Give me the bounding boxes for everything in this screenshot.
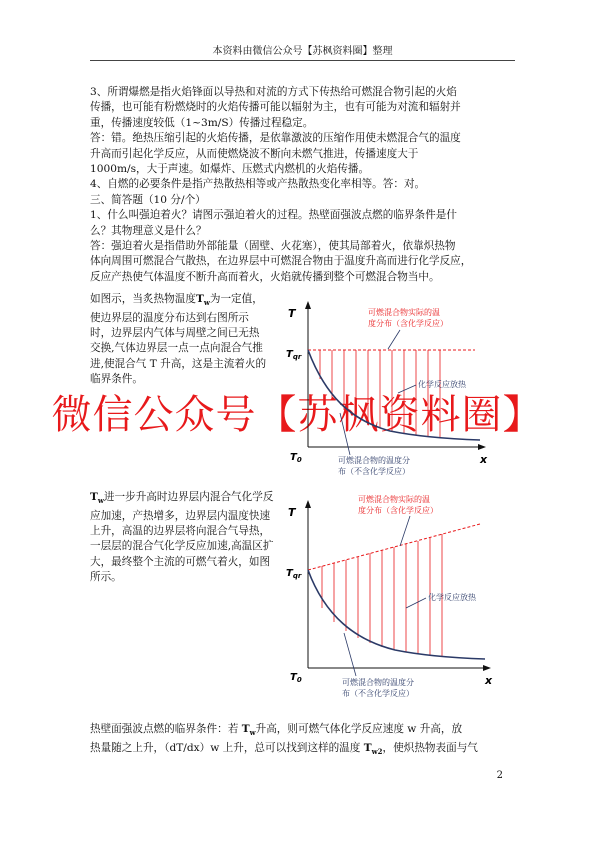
body-line: 1、什么叫强迫着火？请图示强迫着火的过程。热壁面强波点燃的临界条件是什: [90, 209, 457, 222]
x-axis-arrow: [483, 665, 491, 671]
figure-1-temperature-distribution: [280, 295, 515, 475]
pointer-line-bottom: [340, 413, 350, 455]
label-no-reaction-distribution: 可燃混合物的温度分 布（不含化学反应）: [338, 456, 410, 475]
page-number: 2: [496, 770, 503, 781]
origin-label: $T_0$: [290, 672, 302, 684]
footer-line-2: 热量随之上升，（dT/dx）w 上升，总可以找到这样的温度 $T_{w2}$，使炽热物表面与气: [90, 741, 478, 756]
page-header: 本资料由微信公众号【苏枫资料圈】整理: [90, 42, 515, 61]
paragraph-ignition-spread: [90, 490, 278, 586]
tq-label: $T_{qr}$: [286, 568, 302, 580]
body-line: 体向周围可燃混合气散热，在边界层中可燃混合物由于温度升高而进行化学反应，: [90, 255, 472, 268]
body-line: 4、自燃的必要条件是指产热散热相等或产热散热变化率相等。答：对。: [90, 178, 426, 191]
label-actual-distribution: 可燃混合物实际的温 度分布（含化学反应）: [358, 495, 438, 515]
label-reaction-heat: 化学反应放热: [428, 593, 476, 602]
footer-line-1: 热壁面强波点燃的临界条件：若 $T_w$升高，则可燃气体化学反应速度 w 升高，放: [90, 723, 463, 738]
label-no-reaction-distribution: 可燃混合物的温度分 布（不含化学反应）: [342, 678, 414, 698]
footer-paragraph: [90, 722, 515, 759]
body-line: 3、所谓爆燃是指火焰锋面以导热和对流的方式下传热给可燃混合物引起的火焰: [90, 86, 457, 98]
pointer-line-bottom: [344, 633, 356, 676]
var-sub: w: [203, 298, 210, 308]
var-t: T: [195, 293, 204, 305]
origin-label: $T_0$: [290, 452, 302, 464]
figure-2-temperature-distribution: [280, 488, 515, 700]
pointer-line-top: [388, 330, 400, 349]
label-actual-distribution: 可燃混合物实际的温 度分布（含化学反应）: [368, 308, 448, 328]
watermark-text: 微信公众号【苏枫资料圈】: [51, 392, 544, 438]
y-axis-label: T: [288, 307, 296, 320]
y-axis-arrow: [305, 500, 311, 508]
reaction-heat-drops: [320, 350, 440, 437]
para-lead: 如图示，当炙热物温度: [90, 293, 196, 305]
body-line: 传播，也可能有粉燃烧时的火焰传播可能以辐射为主，也有可能为对流和辐射并: [90, 101, 461, 114]
tq-label: $T_{qr}$: [286, 349, 302, 361]
body-line: 反应产热使气体温度不断升高而着火，火焰就传播到整个可燃混合物当中。: [90, 270, 440, 283]
pointer-line-top: [400, 516, 410, 546]
reaction-heat-drops: [322, 534, 442, 656]
y-axis-label: T: [288, 506, 296, 519]
temperature-curve: [308, 570, 485, 659]
x-axis-label: x: [485, 674, 493, 687]
var-sub: w: [97, 496, 104, 506]
para-rest: 进一步升高时边界层内混合气化学反应加速，产热增多，边界层内温度快速上升，高温的边界层将向混合气导热，一层层的混合气化学反应加速,高温区扩大，最终整个主流的可燃气着火，如图所示。: [90, 491, 274, 584]
x-axis-arrow: [478, 444, 486, 450]
body-line: 重，传播速度较低（1~3m/S）传播过程稳定。: [90, 116, 314, 129]
label-reaction-heat: 化学反应放热: [418, 380, 466, 389]
body-line: 么？其物理意义是什么？: [90, 224, 207, 237]
pointer-line-mid: [406, 598, 426, 608]
var-t: T: [90, 491, 98, 503]
paragraph-critical-condition: [90, 292, 270, 388]
body-line: 答：强迫着火是指借助外部能量（固壁、火花塞），使其局部着火，依靠炽热物: [90, 240, 456, 253]
body-line: 升高而引起化学反应，从而使燃烧波不断向未燃气推进，传播速度大于: [90, 147, 419, 160]
para-rest: 为一定值，使边界层的温度分布达到右图所示时，边界层内气体与周壁之间已无热交换,气体边界层一点一点向混合气推进,使混合气 T 升高，这是主流着火的临界条件。: [90, 293, 267, 386]
pointer-line-mid: [398, 385, 416, 393]
body-text: [90, 85, 515, 285]
body-line: 答：错。绝热压缩引起的火焰传播，是依靠激波的压缩作用使未燃混合气的温度: [90, 132, 461, 145]
body-line: 1000m/s，大于声速。如爆炸、压燃式内燃机的火焰传播。: [90, 163, 370, 176]
x-axis-label: x: [480, 453, 488, 466]
temperature-curve: [308, 350, 480, 440]
y-axis-arrow: [305, 301, 311, 309]
body-line: 三、简答题（10 分/个）: [90, 193, 206, 206]
